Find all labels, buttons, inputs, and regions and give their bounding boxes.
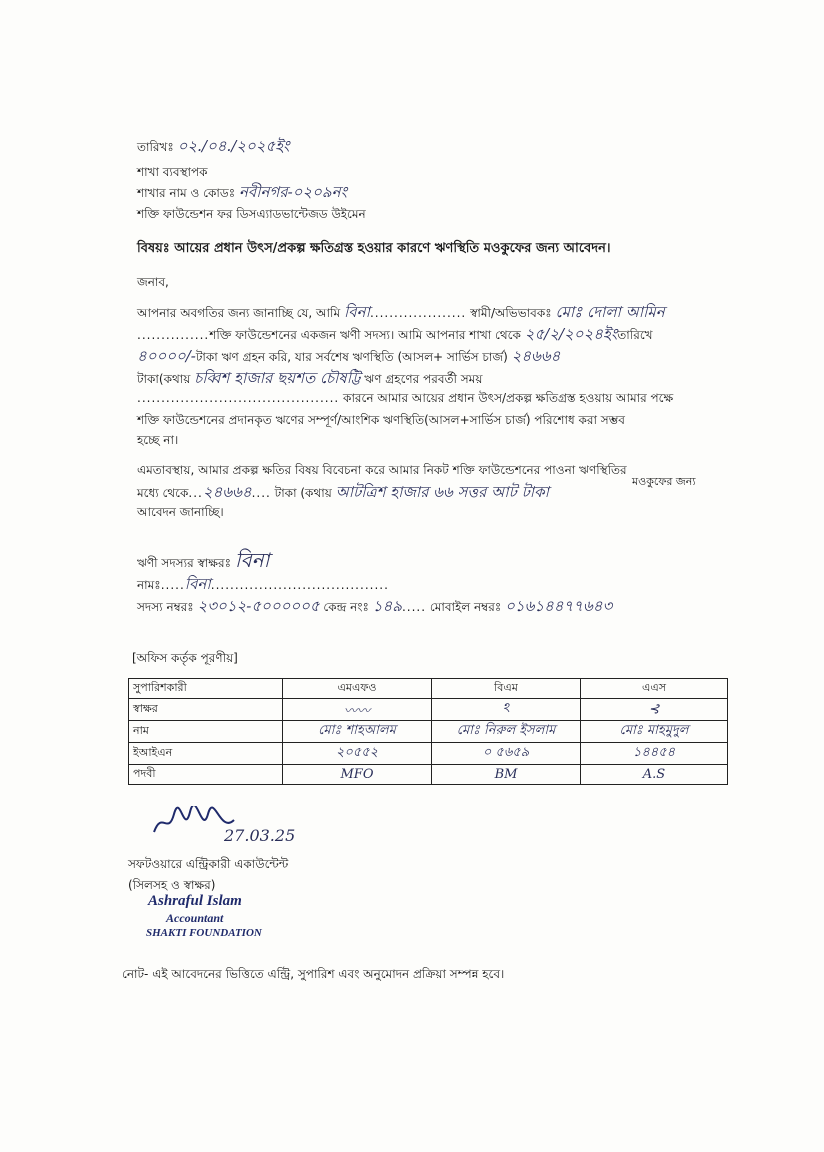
date-label: তারিখঃ bbox=[137, 140, 174, 154]
table-cell: ০ ৫৬৫৯ bbox=[432, 743, 581, 765]
row-label: স্বাক্ষর bbox=[129, 699, 283, 721]
member-signature-label: ঋণী সদস্যর স্বাক্ষরঃ bbox=[137, 556, 231, 570]
member-name: বিনা bbox=[184, 575, 211, 593]
table-row bbox=[129, 721, 728, 743]
signature-cell: 〰〰 bbox=[283, 699, 432, 721]
office-heading: [অফিস কর্তৃক পূরণীয়] bbox=[132, 651, 238, 665]
table-row bbox=[129, 699, 728, 721]
center-number-label: কেন্দ্র নংঃ bbox=[323, 600, 369, 614]
mobile-number: ০১৬১৪৪৭৭৬৪৩ bbox=[505, 597, 613, 615]
applicant-name: বিনা bbox=[343, 303, 370, 321]
branch-label: শাখার নাম ও কোডঃ bbox=[137, 186, 236, 200]
waiver-amount: ২৪৬৬৪ bbox=[202, 483, 252, 501]
subject-line: বিষয়ঃ আয়ের প্রধান উৎস/প্রকল্প ক্ষতিগ্রস্ত হওয়ার কারণে ঋণস্থিতি মওকুফের জন্য আবেদন। bbox=[137, 241, 611, 256]
para2-text4: মওকুফের জন্য bbox=[632, 475, 696, 488]
table-cell: A.S bbox=[581, 765, 728, 785]
para1-text1: আপনার অবগতির জন্য জানাচ্ছি যে, আমি bbox=[137, 306, 341, 320]
para1-text5: টাকা ঋণ গ্রহন করি, যার সর্বশেষ ঋণস্থিতি (আসল+ সার্ভিস চার্জ) bbox=[195, 350, 508, 364]
recipient: শাখা ব্যবস্থাপক bbox=[137, 165, 208, 179]
table-cell: ১৪৪৫৪ bbox=[581, 743, 728, 765]
loan-date: ২৫/২/২০২৪ইং bbox=[524, 325, 618, 343]
row-label: নাম bbox=[129, 721, 283, 743]
para1-text7: ঋণ গ্রহণের পরবর্তী সময় bbox=[364, 372, 483, 386]
member-name-label: নামঃ bbox=[137, 578, 161, 592]
accountant-note: (সিলসহ ও স্বাক্ষর) bbox=[128, 878, 216, 892]
para1-line1: আপনার অবগতির জন্য জানাচ্ছি যে, আমি বিনা.................... স্বামী/অভিভাবকঃ মোঃ দোলা আমিন bbox=[137, 303, 665, 321]
member-signature: বিনা bbox=[234, 548, 270, 572]
table-cell: MFO bbox=[283, 765, 432, 785]
para1-line6: শক্তি ফাউন্ডেশনের প্রদানকৃত ঋণের সম্পূর্ণ/আংশিক ঋণস্থিতি(আসল+সার্ভিস চার্জ) পরিশোধ করা সম্ভব bbox=[137, 413, 625, 427]
table-row bbox=[129, 765, 728, 785]
para2-line2: মধ্যে থেকে...২৪৬৬৪.... টাকা (কথায় আটত্রিশ হাজার ৬৬ সত্তর আট টাকা bbox=[137, 483, 549, 501]
col-header: এমএফও bbox=[283, 679, 432, 699]
member-name-line: নামঃ.....বিনা..................................... bbox=[137, 575, 389, 593]
table-header-row bbox=[129, 679, 728, 699]
mobile-label: মোবাইল নম্বরঃ bbox=[429, 600, 502, 614]
footnote: নোট- এই আবেদনের ভিত্তিতে এন্ট্রি, সুপারিশ এবং অনুমোদন প্রক্রিয়া সম্পন্ন হবে। bbox=[122, 967, 505, 981]
col-header: সুপারিশকারী bbox=[129, 679, 283, 699]
accountant-title: সফটওয়ারে এন্ট্রিকারী একাউন্টেন্ট bbox=[128, 857, 289, 871]
para2-text2: মধ্যে থেকে bbox=[137, 486, 189, 500]
table-cell: মোঃ নিরুল ইসলাম bbox=[432, 721, 581, 743]
center-number: ১৪৯ bbox=[372, 597, 402, 615]
loan-amount: ৪০০০০/- bbox=[137, 347, 196, 365]
date-value: ০২./০৪./২০২৫ইং bbox=[177, 137, 290, 155]
signature-cell: ⊰ bbox=[581, 699, 728, 721]
para1-line4 bbox=[137, 370, 482, 387]
accountant-sign-date: 27.03.25 bbox=[224, 826, 296, 845]
stamp-name: Ashraful Islam bbox=[148, 893, 242, 909]
member-number-label: সদস্য নম্বরঃ bbox=[137, 600, 194, 614]
para1-text2: স্বামী/অভিভাবকঃ bbox=[470, 306, 552, 320]
table-cell: ২০৫৫২ bbox=[283, 743, 432, 765]
para1-line7: হচ্ছে না। bbox=[137, 433, 179, 447]
table-cell: মোঃ মাহমুদুল bbox=[581, 721, 728, 743]
table-cell: BM bbox=[432, 765, 581, 785]
member-number: ২৩০১২-৫০০০০০৫ bbox=[197, 597, 320, 615]
para1-text3: শক্তি ফাউন্ডেশনের একজন ঋণী সদস্য। আমি আপনার শাখা থেকে bbox=[209, 328, 521, 342]
balance-in-words: চব্বিশ হাজার ছয়শত চৌষট্টি bbox=[194, 369, 361, 387]
signature-cell: ঽ bbox=[432, 699, 581, 721]
row-label: ইআইএন bbox=[129, 743, 283, 765]
guardian-name: মোঃ দোলা আমিন bbox=[555, 303, 665, 321]
row-label: পদবী bbox=[129, 765, 283, 785]
para2-line3: আবেদন জানাচ্ছি। bbox=[137, 505, 224, 519]
member-signature-line bbox=[137, 548, 270, 572]
para1-line3 bbox=[137, 348, 560, 365]
para1-text8: কারনে আমার আয়ের প্রধান উৎস/প্রকল্প ক্ষতিগ্রস্ত হওয়ায় আমার পক্ষে bbox=[343, 391, 674, 405]
table-row bbox=[129, 743, 728, 765]
salutation: জনাব, bbox=[137, 275, 169, 289]
stamp-title: Accountant bbox=[166, 911, 224, 925]
office-table bbox=[128, 678, 728, 785]
para1-text6: টাকা(কথায় bbox=[137, 372, 191, 386]
para2-line1: এমতাবস্থায়, আমার প্রকল্প ক্ষতির বিষয় বিবেচনা করে আমার নিকট শক্তি ফাউন্ডেশনের পাওনা ঋণস্থিতির bbox=[137, 463, 627, 477]
date-line bbox=[137, 138, 290, 155]
para1-line5: .......................................... কারনে আমার আয়ের প্রধান উৎস/প্রকল্প ক্ষতিগ্রস্ত হওয়ায় আমার পক্ষে bbox=[137, 391, 674, 405]
table-cell: মোঃ শাহআলম bbox=[283, 721, 432, 743]
organization-name: শক্তি ফাউন্ডেশন ফর ডিসএ্যাডভান্টেজড উইমেন bbox=[137, 207, 366, 221]
para1-line2: ...............শক্তি ফাউন্ডেশনের একজন ঋণী সদস্য। আমি আপনার শাখা থেকে ২৫/২/২০২৪ইংতারিখে bbox=[137, 325, 653, 343]
para1-text4: তারিখে bbox=[617, 328, 653, 342]
branch-value: নবীনগর-০২০৯নং bbox=[238, 183, 348, 201]
branch-line bbox=[137, 184, 347, 201]
waiver-in-words: আটত্রিশ হাজার ৬৬ সত্তর আট টাকা bbox=[335, 483, 549, 501]
para2-text3: টাকা (কথায় bbox=[274, 486, 332, 500]
loan-balance: ২৪৬৬৪ bbox=[511, 347, 561, 365]
col-header: এএস bbox=[581, 679, 728, 699]
stamp-org: SHAKTI FOUNDATION bbox=[146, 927, 262, 939]
member-number-line: সদস্য নম্বরঃ ২৩০১২-৫০০০০০৫ কেন্দ্র নংঃ ১৪৯..... মোবাইল নম্বরঃ ০১৬১৪৪৭৭৬৪৩ bbox=[137, 597, 613, 615]
col-header: বিএম bbox=[432, 679, 581, 699]
